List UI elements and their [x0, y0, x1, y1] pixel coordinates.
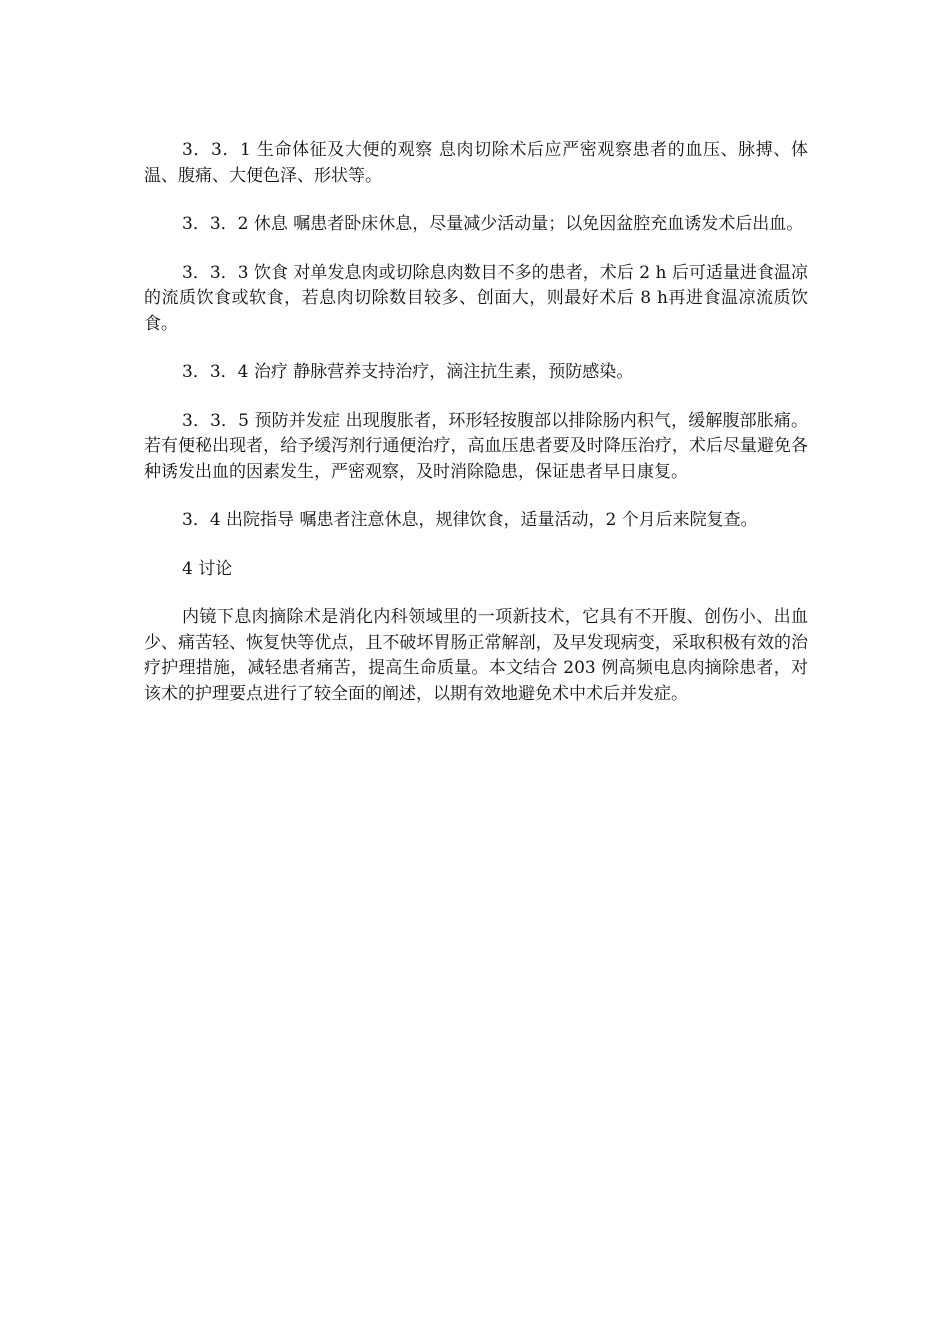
paragraph-3-3-5-complication-prevention: 3．3．5 预防并发症 出现腹胀者，环形轻按腹部以排除肠内积气，缓解腹部胀痛。若有便秘出现者，给予缓泻剂行通便治疗，高血压患者要及时降压治疗，术后尽量避免各种诱发出血的因素发生，严密观察，及时消除隐患，保证患者早日康复。	[144, 410, 808, 482]
paragraph-3-4-discharge-guidance: 3．4 出院指导 嘱患者注意休息，规律饮食，适量活动，2 个月后来院复查。	[182, 510, 758, 530]
paragraph-3-3-3-diet: 3．3．3 饮食 对单发息肉或切除息肉数目不多的患者，术后 2 h 后可适量进食温凉的流质饮食或软食，若息肉切除数目较多、创面大，则最好术后 8 h再进食温凉流质饮食。	[144, 262, 808, 334]
paragraph-3-3-2-rest: 3．3．2 休息 嘱患者卧床休息，尽量减少活动量；以免因盆腔充血诱发术后出血。	[182, 214, 804, 234]
document-body	[144, 138, 808, 707]
paragraph-discussion-body: 内镜下息肉摘除术是消化内科领域里的一项新技术，它具有不开腹、创伤小、出血少、痛苦轻、恢复快等优点，且不破坏胃肠正常解剖，及早发现病变，采取积极有效的治疗护理措施，减轻患者痛苦，提高生命质量。本文结合 203 例高频电息肉摘除患者，对该术的护理要点进行了较全面的阐述，以期有效地避免术中术后并发症。	[144, 607, 808, 704]
paragraph-3-3-1-vital-signs: 3．3．1 生命体征及大便的观察 息肉切除术后应严密观察患者的血压、脉搏、体温、腹痛、大便色泽、形状等。	[144, 140, 808, 186]
section-heading-4-discussion: 4 讨论	[182, 558, 233, 579]
paragraph-3-3-4-treatment: 3．3．4 治疗 静脉营养支持治疗，滴注抗生素，预防感染。	[182, 362, 634, 382]
